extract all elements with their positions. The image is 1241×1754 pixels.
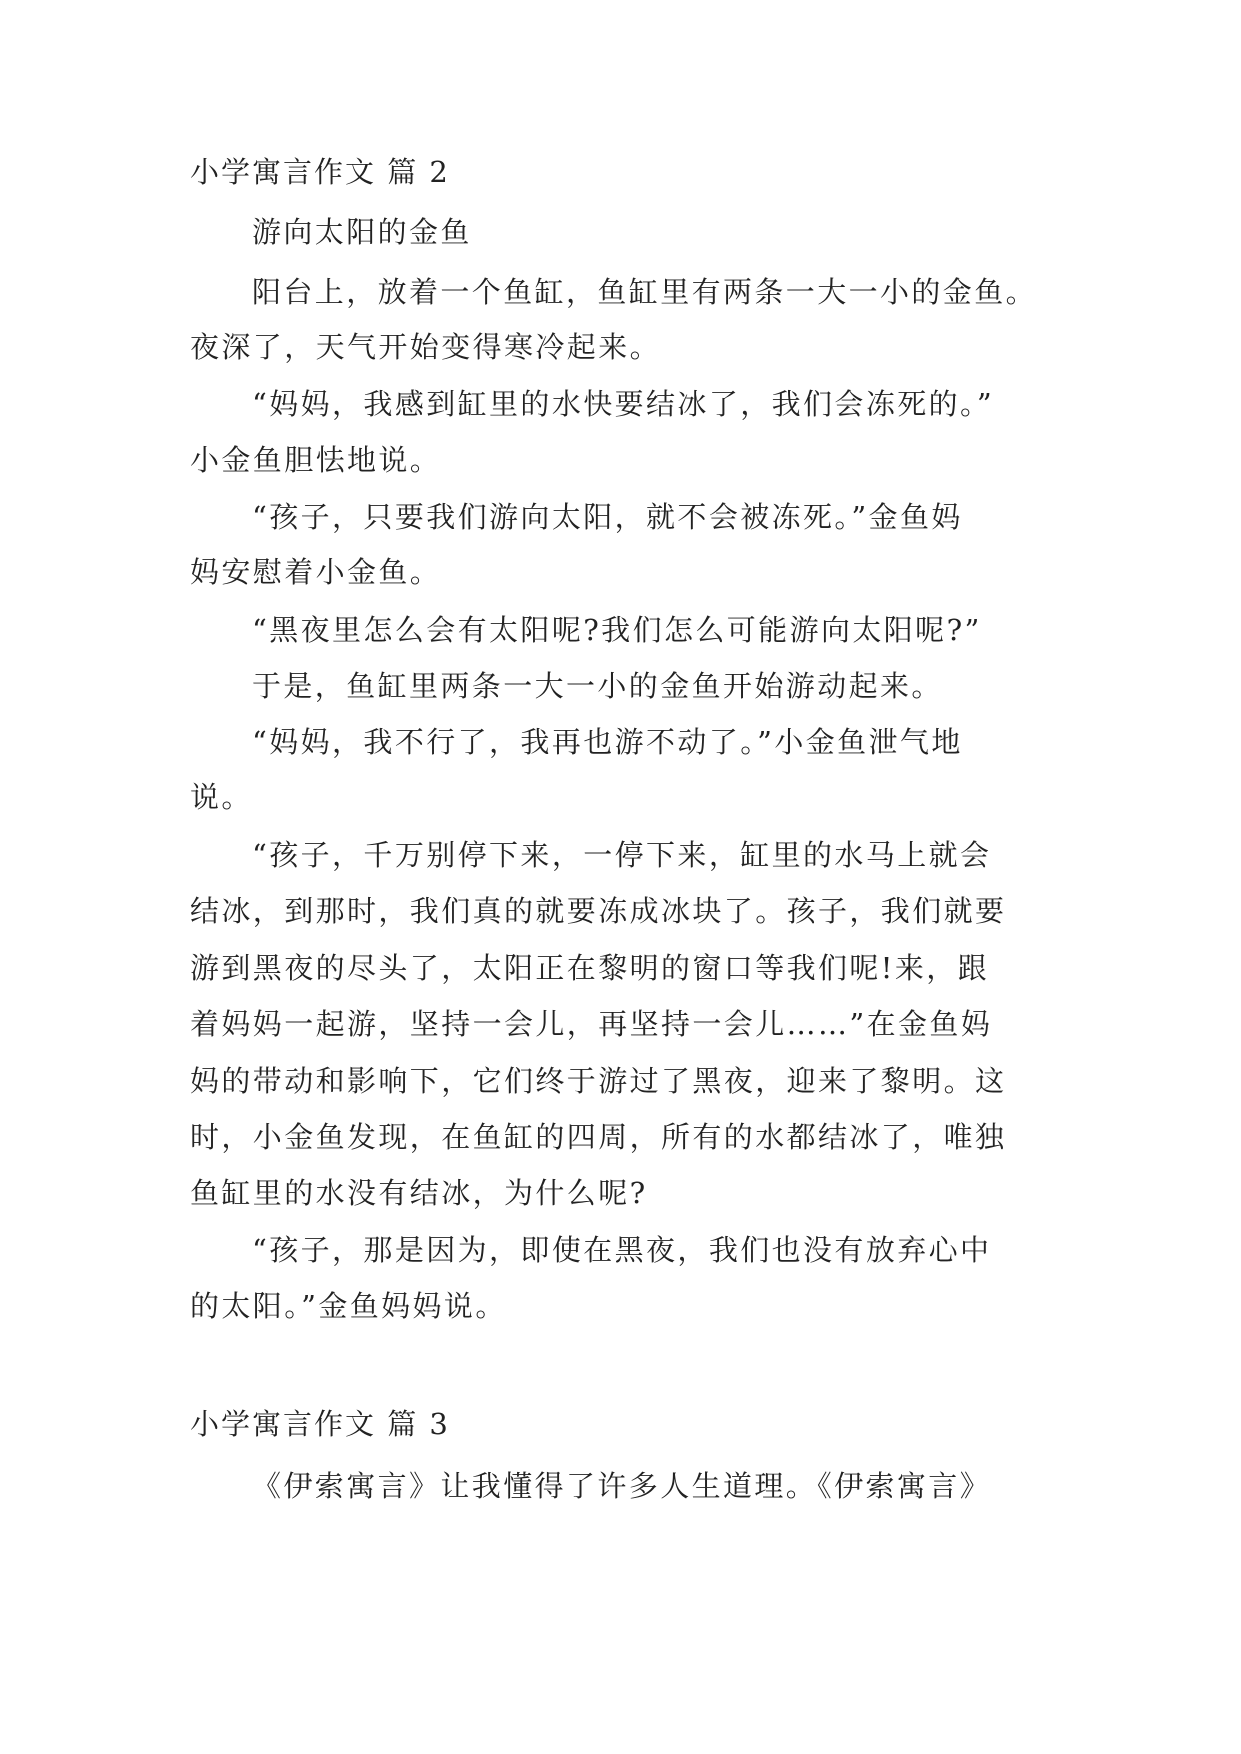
paragraph-line: 于是，鱼缸里两条一大一小的金鱼开始游动起来。 bbox=[252, 669, 943, 703]
paragraph-line: 妈安慰着小金鱼。 bbox=[190, 555, 442, 589]
story-title: 游向太阳的金鱼 bbox=[252, 215, 472, 249]
paragraph-line: 游到黑夜的尽头了，太阳正在黎明的窗口等我们呢!来，跟 bbox=[190, 951, 990, 985]
paragraph-line: 《伊索寓言》让我懂得了许多人生道理。《伊索寓言》 bbox=[252, 1469, 992, 1503]
paragraph-line: 结冰，到那时，我们真的就要冻成冰块了。孩子，我们就要 bbox=[190, 894, 1007, 928]
paragraph-line: 着妈妈一起游，坚持一会儿，再坚持一会儿……”在金鱼妈 bbox=[190, 1007, 993, 1041]
paragraph-line: “孩子，那是因为，即使在黑夜，我们也没有放弃心中 bbox=[252, 1233, 992, 1267]
paragraph-line: “黑夜里怎么会有太阳呢?我们怎么可能游向太阳呢?” bbox=[252, 613, 982, 647]
paragraph-line: 小金鱼胆怯地说。 bbox=[190, 443, 442, 477]
paragraph-line: 夜深了，天气开始变得寒冷起来。 bbox=[190, 330, 662, 364]
section-3-heading: 小学寓言作文 篇 3 bbox=[190, 1407, 450, 1441]
paragraph-line: “妈妈，我不行了，我再也游不动了。”小金鱼泄气地 bbox=[252, 725, 963, 759]
paragraph-line: 妈的带动和影响下，它们终于游过了黑夜，迎来了黎明。这 bbox=[190, 1064, 1007, 1098]
paragraph-line: 阳台上，放着一个鱼缸，鱼缸里有两条一大一小的金鱼。 bbox=[252, 275, 1038, 309]
paragraph-line: “孩子，只要我们游向太阳，就不会被冻死。”金鱼妈 bbox=[252, 500, 963, 534]
paragraph-line: 鱼缸里的水没有结冰，为什么呢? bbox=[190, 1176, 648, 1210]
paragraph-line: “妈妈，我感到缸里的水快要结冰了，我们会冻死的。” bbox=[252, 387, 995, 421]
paragraph-line: “孩子，千万别停下来，一停下来，缸里的水马上就会 bbox=[252, 838, 992, 872]
paragraph-line: 时，小金鱼发现，在鱼缸的四周，所有的水都结冰了，唯独 bbox=[190, 1120, 1007, 1154]
paragraph-line: 说。 bbox=[190, 780, 253, 814]
paragraph-line: 的太阳。”金鱼妈妈说。 bbox=[190, 1289, 507, 1323]
section-2-heading: 小学寓言作文 篇 2 bbox=[190, 155, 450, 189]
